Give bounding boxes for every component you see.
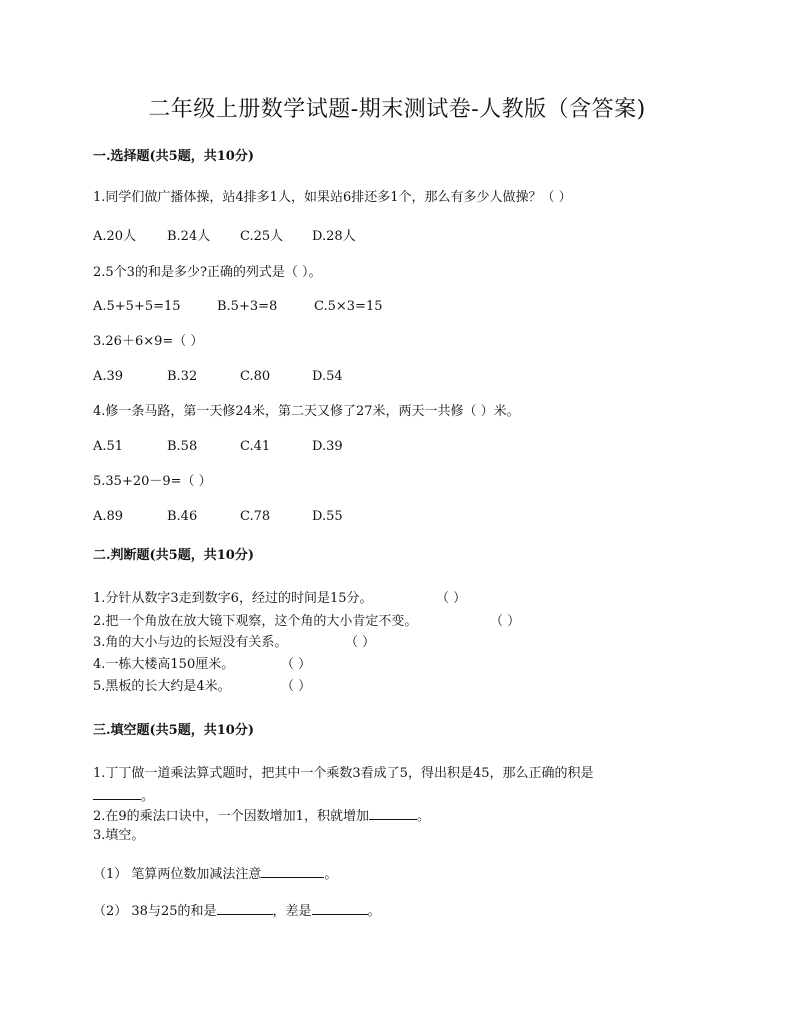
fill-question-1-cont xyxy=(93,786,154,806)
question-1-4: 4.修一条马路，第一天修24米，第二天又修了27米，两天一共修（ ）米。 xyxy=(93,404,520,419)
option-b: B.24人 xyxy=(167,229,211,244)
question-1-2-options xyxy=(93,298,383,316)
fill-question-3-1 xyxy=(93,864,337,884)
option-c: C.25人 xyxy=(240,229,284,244)
judgement-mark: （ ） xyxy=(436,591,467,606)
judgement-item-3 xyxy=(93,634,375,652)
punctuation: 。 xyxy=(141,789,155,804)
judgement-text: 4.一栋大楼高150厘米。 xyxy=(93,657,235,672)
option-b: B.5+3=8 xyxy=(217,299,278,314)
option-d: D.54 xyxy=(312,369,343,384)
section-heading-fill: 三.填空题(共5题，共10分) xyxy=(93,723,254,738)
question-1-2: 2.5个3的和是多少?正确的列式是（ ）。 xyxy=(93,265,322,280)
option-d: D.55 xyxy=(312,509,343,524)
question-1-5-options xyxy=(93,508,343,526)
fill-question-2 xyxy=(93,806,430,826)
question-1-3: 3.26＋6×9=（ ） xyxy=(93,334,204,349)
section-heading-choice: 一.选择题(共5题，共10分) xyxy=(93,149,254,164)
option-d: D.28人 xyxy=(312,229,356,244)
question-1-1: 1.同学们做广播体操，站4排多1人，如果站6排还多1个，那么有多少人做操？（ ） xyxy=(93,190,572,205)
question-text: （2） 38与25的和是 xyxy=(93,904,217,919)
option-b: B.46 xyxy=(167,509,198,524)
judgement-mark: （ ） xyxy=(281,657,312,672)
judgement-mark: （ ） xyxy=(490,614,521,629)
answer-blank[interactable] xyxy=(369,806,417,820)
judgement-item-2 xyxy=(93,613,520,631)
fill-question-1: 1.丁丁做一道乘法算式题时，把其中一个乘数3看成了5，得出积是45，那么正确的积是 xyxy=(93,766,594,781)
answer-blank-difference[interactable] xyxy=(312,901,368,915)
question-1-5: 5.35+20－9=（ ） xyxy=(93,474,212,489)
option-a: A.20人 xyxy=(93,229,137,244)
section-heading-judgement: 二.判断题(共5题，共10分) xyxy=(93,548,254,563)
option-c: C.41 xyxy=(240,439,271,454)
judgement-mark: （ ） xyxy=(345,635,376,650)
judgement-item-5 xyxy=(93,678,311,696)
question-1-1-options xyxy=(93,228,356,246)
question-text: ，差是 xyxy=(272,904,312,919)
judgement-item-1 xyxy=(93,590,466,608)
question-1-4-options xyxy=(93,438,343,456)
option-c: C.78 xyxy=(240,509,271,524)
option-a: A.39 xyxy=(93,369,124,384)
option-c: C.80 xyxy=(240,369,271,384)
judgement-mark: （ ） xyxy=(281,679,312,694)
option-b: B.32 xyxy=(167,369,198,384)
answer-blank-sum[interactable] xyxy=(217,901,273,915)
option-a: A.89 xyxy=(93,509,124,524)
option-c: C.5×3=15 xyxy=(314,299,383,314)
judgement-text: 1.分针从数字3走到数字6，经过的时间是15分。 xyxy=(93,591,373,606)
question-text: （1） 笔算两位数加减法注意 xyxy=(93,867,262,882)
fill-question-3-2 xyxy=(93,901,381,921)
page-title: 二年级上册数学试题-期末测试卷-人教版（含答案) xyxy=(148,97,646,122)
option-d: D.39 xyxy=(312,439,343,454)
punctuation: 。 xyxy=(367,904,381,919)
fill-question-3: 3.填空。 xyxy=(93,828,145,843)
punctuation: 。 xyxy=(416,809,430,824)
judgement-text: 2.把一个角放在放大镜下观察，这个角的大小肯定不变。 xyxy=(93,614,418,629)
judgement-text: 3.角的大小与边的长短没有关系。 xyxy=(93,635,288,650)
judgement-text: 5.黑板的长大约是4米。 xyxy=(93,679,231,694)
question-1-3-options xyxy=(93,368,343,386)
answer-blank[interactable] xyxy=(261,864,324,878)
option-b: B.58 xyxy=(167,439,198,454)
answer-blank[interactable] xyxy=(93,786,141,800)
option-a: A.51 xyxy=(93,439,124,454)
judgement-item-4 xyxy=(93,656,311,674)
question-text: 2.在9的乘法口诀中，一个因数增加1，积就增加 xyxy=(93,809,369,824)
option-a: A.5+5+5=15 xyxy=(93,299,181,314)
punctuation: 。 xyxy=(324,867,338,882)
